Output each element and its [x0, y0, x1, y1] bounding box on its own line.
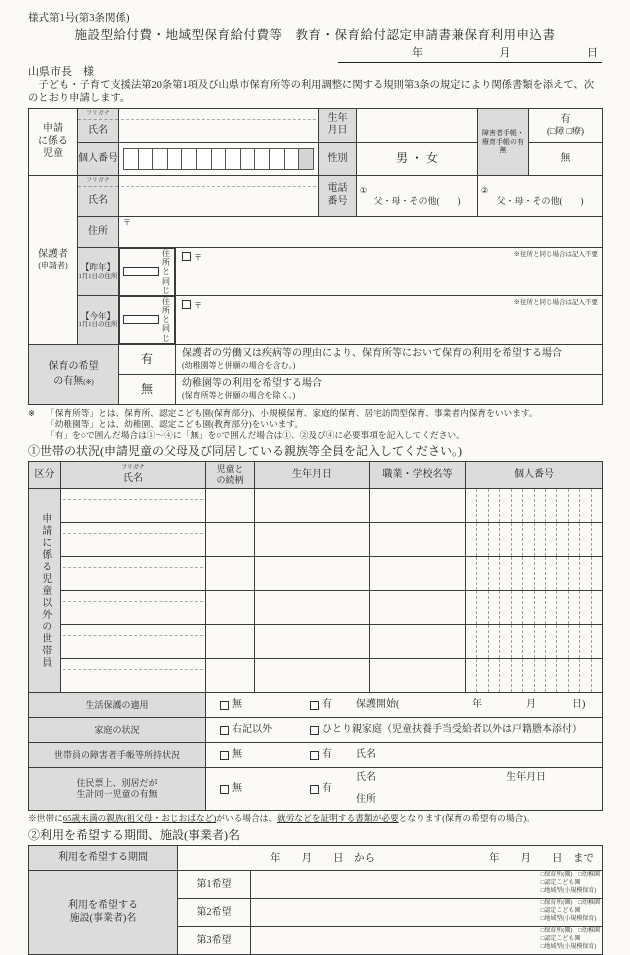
handbook-yes-label: 有 [560, 113, 571, 125]
child-furigana-field [121, 109, 316, 120]
mynumber-digit-cell [488, 523, 499, 556]
member-job-field [370, 489, 466, 523]
phone1-owner: 父・母・その他( ) [373, 195, 461, 206]
mynumber-digit-cell [568, 591, 579, 624]
separate-child-row: 無 有 氏名 生年月日 住所 [206, 768, 603, 811]
mynumber-label: 個人番号 [78, 142, 119, 175]
household-side-label: 申請に係る児童以外の世帯員 [29, 489, 61, 693]
family-single-parent: ひとり親家庭（児童扶養手当受給者以外は戸籍謄本添付） [322, 724, 582, 736]
mynumber-digit-cell [488, 557, 499, 590]
mynumber-digit-cell [499, 489, 510, 522]
guardian-name-label: フリガナ 氏名 [78, 175, 119, 216]
wish-no-description: 幼稚園等の利用を希望する場合 (保育所等と併願の場合を除く。) [176, 374, 603, 404]
member-relation-field [206, 625, 255, 659]
handbook-label: 障害者手帳・療育手帳の有無 [478, 108, 529, 175]
household-heading: ①世帯の状況(申請児童の父母及び同居している親族等全員を記入してください。) [28, 444, 462, 459]
mynumber-digit-cell [499, 591, 510, 624]
checkbox-icon [220, 751, 229, 760]
child-mynumber-field [119, 142, 319, 175]
member-job-field [370, 659, 466, 693]
col-header-kubun: 区分 [29, 462, 61, 489]
mynumber-digit-cell [545, 659, 556, 692]
checkbox-icon [182, 300, 191, 309]
mynumber-digit-cell [579, 557, 590, 590]
member-handbook-name: 氏名 [356, 749, 376, 761]
checkbox-icon [310, 726, 319, 735]
member-birth-field [255, 557, 370, 591]
form-number: 様式第1号(第3条関係) [28, 13, 130, 24]
phone2-owner: 父・母・その他( ) [496, 195, 584, 206]
mynumber-digit-cell [568, 659, 579, 692]
member-job-field [370, 523, 466, 557]
mynumber-digit-cell [511, 489, 522, 522]
member-relation-field [206, 523, 255, 557]
welfare-row: 無 有 保護開始( 年 月 日) [206, 693, 603, 718]
mynumber-digit-cell [168, 148, 183, 170]
wish-yes-cell: 有 [119, 344, 176, 374]
mynumber-digit-cell [556, 523, 567, 556]
child-birthdate-field [357, 108, 478, 142]
choice-2-label: 第2希望 [178, 899, 251, 927]
mynumber-digit-cell [466, 557, 476, 590]
same-address-note: ※住所と同じ場合は記入不要 [513, 299, 598, 307]
note-mark: ※ [28, 407, 36, 418]
mynumber-digit-cell [182, 148, 197, 170]
mynumber-digit-cell [568, 523, 579, 556]
member-name-field [61, 523, 206, 557]
checkbox-icon [220, 726, 229, 735]
mynumber-digit-cell [534, 489, 545, 522]
date-month-label: 月 [499, 46, 511, 59]
mynumber-digit-cell [488, 659, 499, 692]
mynumber-digit-cell [255, 148, 270, 170]
member-name-field [61, 625, 206, 659]
facility-type-options: □保育所(園) □幼稚園 □認定こども園 □地域型(小規模保育) [540, 928, 600, 950]
checkbox-icon [310, 701, 319, 710]
member-mynumber-field [466, 591, 603, 625]
welfare-label: 生活保護の適用 [29, 693, 206, 718]
handbook-no-cell: 無 [529, 142, 603, 175]
date-year-label: 年 [412, 46, 423, 59]
mynumber-digit-cell [579, 625, 590, 658]
choice-3-field [251, 927, 603, 955]
choice-3-label: 第3希望 [178, 927, 251, 955]
checkbox-icon [310, 751, 319, 760]
mynumber-digit-cell [499, 659, 510, 692]
mynumber-digit-cell [466, 489, 476, 522]
mynumber-digit-cell [556, 489, 567, 522]
mynumber-digit-cell [488, 591, 499, 624]
mynumber-digit-cell [511, 557, 522, 590]
mynumber-digit-cell [511, 523, 522, 556]
mynumber-digit-cell [197, 148, 212, 170]
facility-type-options: □保育所(園) □幼稚園 □認定こども園 □地域型(小規模保育) [540, 900, 600, 922]
lastyear-same-address: 住所と同じ [119, 248, 175, 296]
same-address-note: ※住所と同じ場合は記入不要 [513, 250, 598, 258]
phone1-number: ① [360, 185, 368, 195]
phone2-number: ② [481, 185, 489, 195]
mynumber-digit-cell [534, 557, 545, 590]
mynumber-digit-cell [556, 557, 567, 590]
guardian-furigana-field [121, 176, 316, 187]
mynumber-digit-cell [241, 148, 256, 170]
checkbox-icon [123, 267, 159, 276]
facility-table [28, 845, 603, 955]
mynumber-digit-cell [488, 625, 499, 658]
mynumber-digit-cell [591, 523, 602, 556]
member-birth-field [255, 523, 370, 557]
mynumber-digit-cell [476, 557, 487, 590]
period-to: 年 月 日 まで [489, 852, 594, 864]
sex-label: 性別 [319, 142, 357, 175]
mynumber-digit-cell [476, 523, 487, 556]
childcare-wish-label: 保育の希望 の有無(※) [29, 344, 119, 404]
col-header-job: 職業・学校名等 [370, 462, 466, 489]
mynumber-digit-cell [226, 148, 241, 170]
phone-label: 電話 番号 [319, 175, 357, 216]
col-header-relation: 児童と の続柄 [206, 462, 255, 489]
lastyear-address-field [176, 247, 603, 295]
welfare-start: 保護開始( [356, 699, 400, 711]
date-line [338, 47, 602, 63]
separate-child-label: 住民票上、別居だが 生計同一児童の有無 [29, 768, 206, 811]
child-name-field [119, 108, 319, 142]
furigana-label: フリガナ [78, 109, 118, 120]
wish-yes-description: 保護者の労働又は疾病等の理由により、保育所等において保育の利用を希望する場合 (幼稚園等と併願の場合を含む。) [176, 344, 603, 374]
mynumber-digit-cell [511, 659, 522, 692]
mynumber-digit-cell [579, 489, 590, 522]
facility-name-label: 利用を希望する 施設(事業者)名 [29, 871, 178, 955]
lastyear-address-label: 【昨年】 1月1日の住所 [78, 247, 119, 295]
addressee: 山県市長 様 [28, 65, 94, 78]
choice-1-field [251, 871, 603, 899]
furigana-label: フリガナ [78, 176, 118, 187]
period-from: 年 月 日 から [270, 852, 375, 864]
guardian-name-field [119, 175, 319, 216]
thisyear-postal: 〒 [182, 300, 202, 311]
family-status-label: 家庭の状況 [29, 718, 206, 743]
member-mynumber-field [466, 625, 603, 659]
member-name-field [61, 659, 206, 693]
mynumber-digit-cell [579, 523, 590, 556]
mynumber-digit-cell [556, 659, 567, 692]
member-name-field [61, 557, 206, 591]
wish-no-cell: 無 [119, 374, 176, 404]
under65-note: ※世帯に65歳未満の親族(祖父母・おじおばなど)がいる場合は、就労などを証明する書類が必要となります(保育の希望有の場合)。 [28, 813, 535, 824]
mynumber-digit-cell [545, 489, 556, 522]
family-other: 右記以外 [232, 724, 272, 736]
separate-name-label: 氏名 [356, 772, 376, 784]
date-day-label: 日 [587, 46, 598, 59]
sex-options: 男 ・ 女 [357, 142, 478, 175]
mynumber-digit-cell [545, 625, 556, 658]
mynumber-digit-cell [466, 591, 476, 624]
member-relation-field [206, 659, 255, 693]
member-relation-field [206, 489, 255, 523]
mynumber-digit-cell [476, 625, 487, 658]
address-label: 住所 [78, 216, 119, 247]
mynumber-digit-cell [511, 625, 522, 658]
address-field [119, 216, 603, 247]
mynumber-digit-cell [123, 148, 139, 170]
member-relation-field [206, 557, 255, 591]
mynumber-digit-cell [488, 489, 499, 522]
mynumber-digit-cell [545, 591, 556, 624]
mynumber-digit-cell [591, 625, 602, 658]
mynumber-digit-cell [579, 659, 590, 692]
checkbox-icon [182, 252, 191, 261]
note-line3: 「有」を○で囲んだ場合は①～④に「無」を○で囲んだ場合は①、②及び④に必要事項を記入してください。 [46, 429, 465, 440]
mynumber-digit-cell [579, 591, 590, 624]
household-table [28, 461, 603, 811]
phone1-cell [357, 175, 478, 216]
mynumber-filler-cell [299, 148, 314, 170]
document-title: 施設型給付費・地域型保育給付費等 教育・保育給付認定申請書兼保育利用申込書 [74, 28, 556, 43]
thisyear-address-field [176, 296, 603, 344]
mynumber-digit-cell [591, 557, 602, 590]
member-mynumber-field [466, 523, 603, 557]
note-line2: 「幼稚園等」とは、幼稚園、認定こども園(教育部分)をいいます。 [46, 418, 304, 429]
col-header-birth: 生年月日 [255, 462, 370, 489]
col-header-name: フリガナ 氏名 [61, 462, 206, 489]
member-mynumber-field [466, 557, 603, 591]
intro-text: 子ども・子育て支援法第20条第1項及び山県市保育所等の利用調整に関する規則第3条の規定により関係書類を添えて、次のとおり申請します。 [28, 80, 595, 105]
mynumber-digit-cell [545, 523, 556, 556]
applicant-child-line3: 児童 [43, 148, 63, 160]
member-birth-field [255, 591, 370, 625]
mynumber-digit-cell [534, 625, 545, 658]
member-mynumber-field [466, 659, 603, 693]
mynumber-digit-cell [522, 523, 533, 556]
member-job-field [370, 625, 466, 659]
mynumber-digit-cell [499, 625, 510, 658]
mynumber-digit-cell [591, 591, 602, 624]
member-birth-field [255, 489, 370, 523]
handbook-yes-checkboxes: (□障 □療) [546, 126, 585, 137]
member-handbook-row: 無 有 氏名 [206, 743, 603, 768]
facility-heading: ②利用を希望する期間、施設(事業者)名 [28, 828, 240, 843]
birthdate-label: 生年 月日 [319, 108, 357, 142]
welfare-yes: 有 [322, 699, 332, 711]
mynumber-digit-cell [270, 148, 285, 170]
applicant-table [28, 108, 603, 405]
member-relation-field [206, 591, 255, 625]
period-field [178, 846, 603, 871]
member-birth-field [255, 625, 370, 659]
mynumber-digit-cell [139, 148, 154, 170]
lastyear-postal: 〒 [182, 252, 202, 263]
postal-mark: 〒 [123, 217, 131, 227]
mynumber-digit-cell [556, 591, 567, 624]
mynumber-boxes [123, 148, 314, 170]
applicant-child-header [29, 108, 78, 175]
mynumber-digit-cell [522, 659, 533, 692]
phone2-cell [478, 175, 603, 216]
mynumber-digit-cell [522, 591, 533, 624]
mynumber-digit-cell [591, 489, 602, 522]
mynumber-digit-cell [466, 523, 476, 556]
mynumber-digit-cell [591, 659, 602, 692]
checkbox-icon [310, 785, 319, 794]
checkbox-icon [123, 315, 159, 324]
mynumber-digit-cell [285, 148, 300, 170]
mynumber-digit-cell [466, 659, 476, 692]
family-status-row [206, 718, 603, 743]
mynumber-digit-cell [511, 591, 522, 624]
applicant-child-line2: に係る [38, 135, 68, 147]
mynumber-digit-cell [499, 523, 510, 556]
separate-birth-label: 生年月日 [506, 772, 546, 784]
mynumber-digit-cell [545, 557, 556, 590]
checkbox-icon [220, 701, 229, 710]
member-job-field [370, 591, 466, 625]
note-line1: 「保育所等」とは、保育所、認定こども園(保育部分)、小規模保育、家庭的保育、居宅訪問型保育、事業者内保育をいいます。 [46, 407, 538, 418]
member-birth-field [255, 659, 370, 693]
separate-address-label: 住所 [356, 793, 376, 805]
facility-type-options: □保育所(園) □幼稚園 □認定こども園 □地域型(小規模保育) [540, 872, 600, 894]
member-job-field [370, 557, 466, 591]
period-label: 利用を希望する期間 [29, 846, 178, 871]
applicant-child-line1: 申請 [43, 123, 63, 135]
member-mynumber-field [466, 489, 603, 523]
member-name-field [61, 591, 206, 625]
mynumber-digit-cell [568, 557, 579, 590]
handbook-yes-cell [529, 108, 603, 142]
mynumber-digit-cell [466, 625, 476, 658]
mynumber-digit-cell [534, 523, 545, 556]
thisyear-address-label: 【今年】 1月1日の住所 [78, 296, 119, 344]
mynumber-digit-cell [212, 148, 227, 170]
mynumber-digit-cell [153, 148, 168, 170]
mynumber-digit-cell [522, 625, 533, 658]
member-handbook-label: 世帯員の障害者手帳等所持状況 [29, 743, 206, 768]
mynumber-digit-cell [568, 625, 579, 658]
thisyear-same-address: 住所と同じ [119, 296, 175, 344]
mynumber-digit-cell [499, 557, 510, 590]
member-name-field [61, 489, 206, 523]
mynumber-digit-cell [556, 625, 567, 658]
mynumber-digit-cell [476, 659, 487, 692]
mynumber-digit-cell [522, 557, 533, 590]
choice-1-label: 第1希望 [178, 871, 251, 899]
choice-2-field [251, 899, 603, 927]
checkbox-icon [220, 785, 229, 794]
mynumber-digit-cell [534, 659, 545, 692]
child-name-label: フリガナ 氏名 [78, 108, 119, 142]
col-header-mynumber: 個人番号 [466, 462, 603, 489]
mynumber-digit-cell [476, 591, 487, 624]
mynumber-digit-cell [534, 591, 545, 624]
footnotes [28, 408, 602, 441]
mynumber-digit-cell [568, 489, 579, 522]
guardian-header: 保護者 (申請者) [29, 175, 78, 344]
welfare-no: 無 [232, 699, 242, 711]
mynumber-digit-cell [522, 489, 533, 522]
mynumber-digit-cell [476, 489, 487, 522]
